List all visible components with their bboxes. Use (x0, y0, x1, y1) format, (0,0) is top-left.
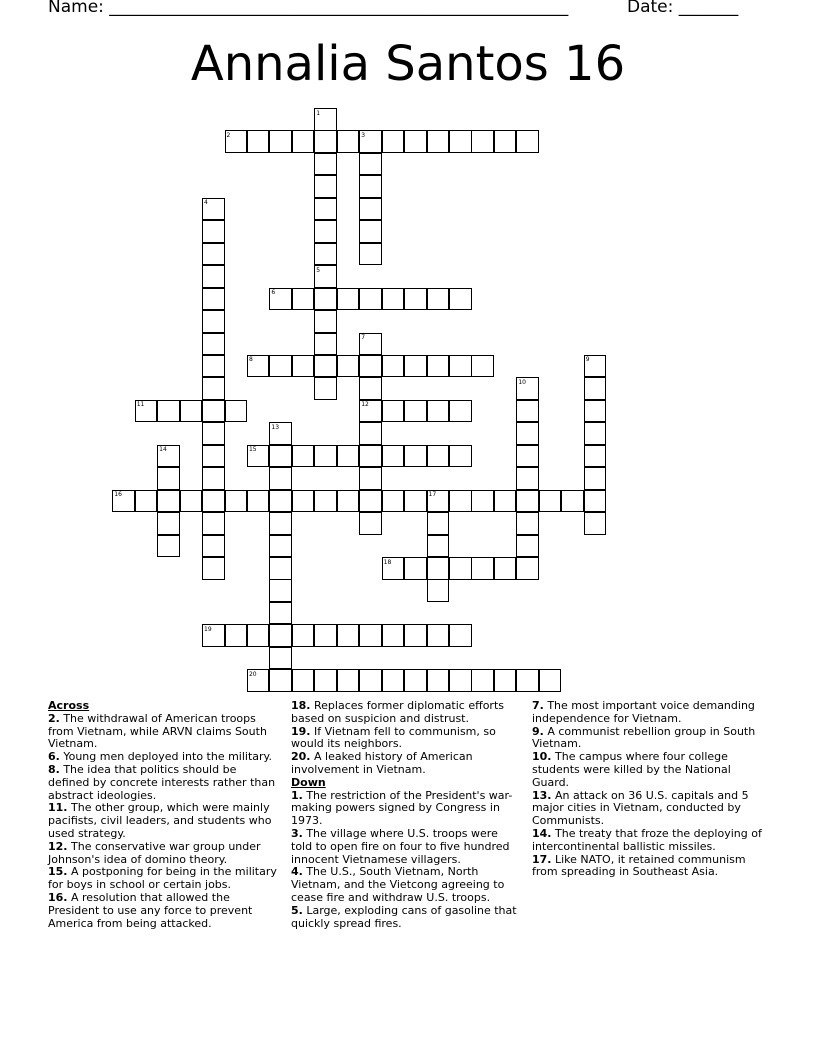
grid-cell[interactable] (382, 445, 405, 468)
clue-text: A resolution that allowed the President to use any force to prevent America from being attacked. (48, 890, 253, 930)
grid-cell[interactable] (314, 243, 337, 266)
clue-number-label: 3 (361, 131, 366, 139)
clue-column-2 (291, 700, 521, 930)
down-clue (532, 751, 764, 789)
clue-text: Large, exploding cans of gasoline that quickly spread fires. (291, 903, 517, 930)
grid-cell[interactable] (359, 512, 382, 535)
grid-cell[interactable] (516, 669, 539, 692)
grid-cell[interactable] (292, 445, 315, 468)
clue-number-label: 11 (136, 401, 145, 409)
grid-cell[interactable] (427, 579, 450, 602)
grid-cell[interactable] (314, 669, 337, 692)
grid-cell[interactable] (539, 490, 562, 513)
across-clue (291, 700, 521, 726)
grid-cell[interactable] (269, 490, 292, 513)
clue-number-label: 7 (361, 334, 366, 341)
grid-cell[interactable] (359, 288, 382, 311)
grid-cell[interactable] (359, 243, 382, 266)
grid-cell[interactable] (314, 220, 337, 243)
grid-cell[interactable] (516, 130, 539, 153)
grid-cell[interactable] (157, 467, 180, 490)
grid-cell[interactable] (539, 669, 562, 692)
grid-cell[interactable] (449, 624, 472, 647)
clue-number: 3. (291, 826, 303, 840)
grid-cell[interactable] (427, 288, 450, 311)
clue-text: The other group, which were mainly pacifists, civil leaders, and students who used strategy. (48, 801, 272, 840)
grid-cell[interactable] (449, 557, 472, 580)
across-clue (48, 713, 278, 751)
grid-cell[interactable] (314, 130, 337, 153)
grid-cell[interactable] (202, 288, 225, 311)
grid-cell[interactable] (427, 624, 450, 647)
down-clue (532, 726, 764, 752)
grid-cell[interactable] (359, 220, 382, 243)
grid-cell[interactable] (202, 355, 225, 378)
grid-cell[interactable] (359, 669, 382, 692)
grid-cell[interactable] (516, 422, 539, 445)
grid-cell[interactable] (202, 422, 225, 445)
grid-cell[interactable] (449, 669, 472, 692)
clue-text: The restriction of the President's war-making powers signed by Congress in 1973. (291, 788, 513, 828)
grid-cell[interactable] (202, 512, 225, 535)
grid-cell[interactable] (404, 624, 427, 647)
grid-cell[interactable] (292, 624, 315, 647)
clue-number: 5. (291, 903, 303, 917)
clue-text: The campus where four college students were killed by the National Guard. (532, 750, 731, 789)
grid-cell[interactable] (292, 130, 315, 153)
grid-cell[interactable] (404, 355, 427, 378)
grid-cell[interactable] (135, 490, 158, 513)
grid-cell[interactable] (427, 130, 450, 153)
grid-cell[interactable] (314, 377, 337, 400)
clue-number-label: 2 (226, 131, 231, 139)
grid-cell[interactable] (382, 288, 405, 311)
clue-number: 20. (291, 750, 311, 764)
grid-cell[interactable] (382, 624, 405, 647)
clue-number: 18. (291, 699, 311, 712)
grid-cell[interactable] (471, 130, 494, 153)
grid-cell[interactable] (471, 557, 494, 580)
grid-cell[interactable] (449, 445, 472, 468)
grid-cell[interactable] (337, 130, 360, 153)
name-line: Name: ______________________________________________________ (48, 0, 569, 17)
grid-cell[interactable] (157, 400, 180, 423)
grid-cell[interactable] (516, 445, 539, 468)
grid-cell[interactable] (359, 153, 382, 176)
grid-cell[interactable] (584, 512, 607, 535)
grid-cell[interactable] (449, 130, 472, 153)
grid-cell[interactable] (382, 400, 405, 423)
grid-cell[interactable] (314, 198, 337, 221)
grid-cell[interactable] (269, 647, 292, 670)
clue-number: 16. (48, 890, 68, 904)
grid-cell[interactable] (584, 422, 607, 445)
clue-number: 17. (532, 852, 552, 866)
clue-number: 6. (48, 750, 60, 764)
grid-cell[interactable] (269, 579, 292, 602)
clue-text: A leaked history of American involvement in Vietnam. (291, 750, 473, 776)
down-heading: Down (291, 775, 326, 789)
grid-cell[interactable] (584, 467, 607, 490)
date-line: Date: _______ (627, 0, 739, 17)
clue-number: 15. (48, 865, 68, 879)
grid-cell[interactable] (584, 400, 607, 423)
clue-text: If Vietnam fell to communism, so would its neighbors. (291, 724, 496, 751)
grid-cell[interactable] (337, 669, 360, 692)
clue-number: 14. (532, 826, 552, 840)
clue-text: The treaty that froze the deploying of intercontinental ballistic missiles. (532, 826, 762, 853)
clue-text: Young men deployed into the military. (59, 750, 272, 764)
grid-cell[interactable] (247, 624, 270, 647)
grid-cell[interactable] (494, 490, 517, 513)
clue-number-label: 8 (248, 356, 253, 364)
clue-number: 2. (48, 711, 60, 725)
down-clue (291, 828, 521, 866)
clue-text: The idea that politics should be defined by concrete interests rather than abstract ideologies. (48, 762, 276, 802)
grid-cell[interactable] (427, 557, 450, 580)
clue-number-label: 9 (585, 356, 590, 364)
grid-cell[interactable] (202, 377, 225, 400)
grid-cell[interactable] (382, 130, 405, 153)
grid-cell[interactable] (269, 669, 292, 692)
grid-cell[interactable] (427, 669, 450, 692)
grid-cell[interactable] (314, 333, 337, 356)
clue-column-1 (48, 700, 278, 930)
clue-number: 11. (48, 801, 68, 815)
grid-cell[interactable] (202, 220, 225, 243)
clue-number-label: 1 (316, 109, 321, 117)
grid-cell[interactable] (427, 512, 450, 535)
clue-number-label: 13 (271, 423, 280, 431)
clue-text: The withdrawal of American troops from Vietnam, while ARVN claims South Vietnam. (48, 711, 267, 751)
grid-cell[interactable] (359, 422, 382, 445)
grid-cell[interactable] (314, 175, 337, 198)
grid-cell[interactable] (337, 490, 360, 513)
across-clue (291, 751, 521, 777)
grid-cell[interactable] (382, 490, 405, 513)
grid-cell[interactable] (359, 377, 382, 400)
grid-cell[interactable] (449, 288, 472, 311)
page-title: Annalia Santos 16 (190, 36, 626, 92)
grid-cell[interactable] (584, 377, 607, 400)
grid-cell[interactable] (247, 490, 270, 513)
clue-number-label: 10 (518, 378, 526, 386)
grid-cell[interactable] (180, 400, 203, 423)
down-clue (532, 790, 764, 828)
across-clue (48, 866, 278, 892)
grid-cell[interactable] (584, 490, 607, 513)
grid-cell[interactable] (202, 490, 225, 513)
grid-cell[interactable] (202, 445, 225, 468)
grid-cell[interactable] (247, 130, 270, 153)
grid-cell[interactable] (202, 535, 225, 558)
grid-cell[interactable] (202, 557, 225, 580)
grid-cell[interactable] (516, 512, 539, 535)
clue-text: Replaces former diplomatic efforts based on suspicion and distrust. (291, 699, 504, 725)
grid-cell[interactable] (337, 355, 360, 378)
grid-cell[interactable] (516, 535, 539, 558)
grid-cell[interactable] (225, 490, 248, 513)
grid-cell[interactable] (471, 669, 494, 692)
grid-cell[interactable] (471, 355, 494, 378)
grid-cell[interactable] (269, 535, 292, 558)
clue-number: 7. (532, 699, 544, 712)
grid-cell[interactable] (494, 557, 517, 580)
grid-cell[interactable] (404, 400, 427, 423)
clue-number: 19. (291, 724, 311, 738)
grid-cell[interactable] (292, 288, 315, 311)
grid-cell[interactable] (180, 490, 203, 513)
grid-cell[interactable] (202, 243, 225, 266)
clue-number: 8. (48, 762, 60, 776)
across-clue (48, 892, 278, 930)
grid-cell[interactable] (314, 288, 337, 311)
grid-cell[interactable] (157, 535, 180, 558)
clue-number-label: 4 (204, 199, 208, 207)
clue-text: The U.S., South Vietnam, North Vietnam, and the Vietcong agreeing to cease fire and withdraw U.S. troops. (291, 865, 505, 904)
down-clue (532, 828, 764, 854)
grid-cell[interactable] (471, 490, 494, 513)
grid-cell[interactable] (269, 512, 292, 535)
clue-number-label: 19 (204, 625, 212, 633)
grid-cell[interactable] (157, 490, 180, 513)
grid-cell[interactable] (382, 669, 405, 692)
grid-cell[interactable] (292, 355, 315, 378)
down-clue (291, 866, 521, 904)
down-clue (532, 700, 764, 726)
clue-number: 1. (291, 788, 303, 802)
clue-number: 9. (532, 724, 544, 738)
grid-cell[interactable] (427, 535, 450, 558)
grid-cell[interactable] (449, 355, 472, 378)
clue-number-label: 20 (248, 670, 257, 678)
grid-cell[interactable] (516, 490, 539, 513)
grid-cell[interactable] (269, 445, 292, 468)
grid-cell[interactable] (202, 333, 225, 356)
clue-number: 13. (532, 788, 552, 802)
clue-number-label: 16 (114, 491, 122, 499)
across-clue (48, 802, 278, 840)
grid-cell[interactable] (494, 669, 517, 692)
grid-cell[interactable] (449, 400, 472, 423)
across-clue (291, 726, 521, 752)
clue-number-label: 5 (316, 266, 321, 274)
grid-cell[interactable] (516, 467, 539, 490)
grid-cell[interactable] (427, 355, 450, 378)
clue-text: The village where U.S. troops were told to open fire on four to five hundred innocent Vietnamese villagers. (291, 826, 510, 866)
grid-cell[interactable] (269, 355, 292, 378)
clue-number-label: 6 (271, 289, 276, 297)
clue-column-3 (532, 700, 764, 879)
grid-cell[interactable] (427, 445, 450, 468)
clue-number: 12. (48, 839, 68, 853)
grid-cell[interactable] (337, 624, 360, 647)
grid-cell[interactable] (314, 624, 337, 647)
grid-cell[interactable] (314, 355, 337, 378)
down-clue (532, 854, 764, 880)
clue-number-label: 12 (361, 401, 369, 409)
clue-text: Like NATO, it retained communism from spreading in Southeast Asia. (532, 852, 746, 879)
grid-cell[interactable] (337, 445, 360, 468)
grid-cell[interactable] (337, 288, 360, 311)
grid-cell[interactable] (202, 310, 225, 333)
grid-cell[interactable] (225, 624, 248, 647)
grid-cell[interactable] (359, 490, 382, 513)
clue-number-label: 18 (383, 558, 392, 566)
grid-cell[interactable] (382, 355, 405, 378)
grid-cell[interactable] (584, 445, 607, 468)
grid-cell[interactable] (427, 400, 450, 423)
clue-number-label: 15 (248, 446, 257, 454)
grid-cell[interactable] (359, 445, 382, 468)
grid-cell[interactable] (359, 355, 382, 378)
clue-text: The conservative war group under Johnson's idea of domino theory. (48, 839, 261, 866)
grid-cell[interactable] (561, 490, 584, 513)
grid-cell[interactable] (359, 198, 382, 221)
clue-number-label: 17 (428, 491, 437, 499)
grid-cell[interactable] (404, 490, 427, 513)
clue-number-label: 14 (159, 446, 167, 454)
clue-number: 4. (291, 865, 303, 879)
grid-cell[interactable] (359, 467, 382, 490)
grid-cell[interactable] (359, 624, 382, 647)
grid-cell[interactable] (269, 467, 292, 490)
clue-text: The most important voice demanding independence for Vietnam. (532, 699, 755, 725)
grid-cell[interactable] (202, 467, 225, 490)
grid-cell[interactable] (157, 512, 180, 535)
clue-text: A communist rebellion group in South Vietnam. (532, 724, 756, 751)
grid-cell[interactable] (292, 669, 315, 692)
grid-cell[interactable] (516, 400, 539, 423)
across-clue (48, 764, 278, 802)
grid-cell[interactable] (225, 400, 248, 423)
grid-cell[interactable] (269, 557, 292, 580)
across-heading: Across (48, 699, 90, 712)
grid-cell[interactable] (202, 265, 225, 288)
down-clue (291, 790, 521, 828)
down-clue (291, 905, 521, 931)
grid-cell[interactable] (404, 445, 427, 468)
grid-cell[interactable] (202, 400, 225, 423)
grid-cell[interactable] (314, 490, 337, 513)
grid-cell[interactable] (269, 602, 292, 625)
clue-text: A postponing for being in the military for boys in school or certain jobs. (48, 865, 277, 892)
grid-cell[interactable] (314, 153, 337, 176)
grid-cell[interactable] (404, 288, 427, 311)
clue-text: An attack on 36 U.S. capitals and 5 major cities in Vietnam, conducted by Communists. (532, 788, 749, 828)
grid-cell[interactable] (404, 130, 427, 153)
grid-cell[interactable] (314, 445, 337, 468)
grid-cell[interactable] (494, 130, 517, 153)
grid-cell[interactable] (269, 130, 292, 153)
grid-cell[interactable] (314, 310, 337, 333)
grid-cell[interactable] (404, 669, 427, 692)
grid-cell[interactable] (404, 557, 427, 580)
grid-cell[interactable] (516, 557, 539, 580)
grid-cell[interactable] (449, 490, 472, 513)
across-clue (48, 841, 278, 867)
clue-number: 10. (532, 750, 552, 764)
grid-cell[interactable] (359, 175, 382, 198)
grid-cell[interactable] (269, 624, 292, 647)
grid-cell[interactable] (292, 490, 315, 513)
